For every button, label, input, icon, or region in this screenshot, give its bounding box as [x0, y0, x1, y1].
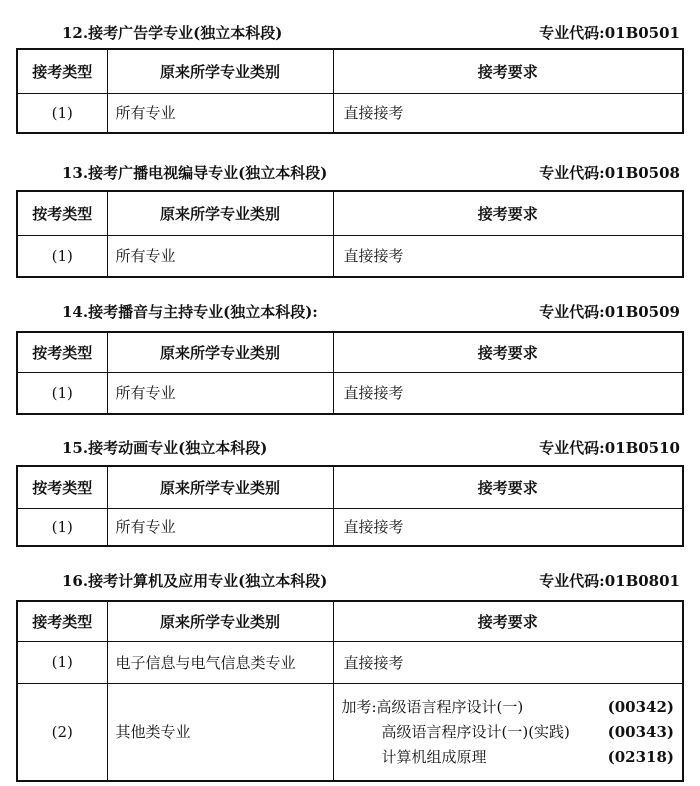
section-title: 15.接考动画专业(独立本科段)	[62, 439, 268, 457]
table-row	[17, 372, 683, 414]
major-code: 专业代码:01B0501	[539, 24, 680, 42]
header-requirement: 接考要求	[333, 601, 683, 641]
header-requirement: 接考要求	[333, 191, 683, 235]
major-code: 专业代码:01B0801	[539, 572, 680, 590]
table-header-row	[17, 601, 683, 641]
header-type: 按考类型	[17, 191, 107, 235]
extra-course-item	[342, 719, 675, 744]
course-code: (02318)	[607, 747, 674, 766]
row-original-major: 电子信息与电气信息类专业	[107, 641, 333, 683]
course-name: 计算机组成原理	[381, 748, 487, 767]
section-header	[0, 297, 700, 323]
section-header	[0, 158, 700, 184]
row-requirement: 直接接考	[333, 508, 683, 546]
course-code: (00343)	[607, 722, 674, 741]
row-original-major: 所有专业	[107, 93, 333, 133]
extra-course-item	[342, 744, 675, 769]
row-requirement	[333, 683, 683, 781]
header-requirement: 接考要求	[333, 49, 683, 93]
header-type: 按考类型	[17, 332, 107, 372]
section-title: 16.接考计算机及应用专业(独立本科段)	[62, 572, 328, 590]
header-original-major: 原来所学专业类别	[107, 332, 333, 372]
table-header-row	[17, 466, 683, 508]
course-name: 加考:高级语言程序设计(一)	[341, 698, 524, 717]
row-original-major: 所有专业	[107, 508, 333, 546]
section-title: 12.接考广告学专业(独立本科段)	[62, 24, 283, 42]
course-name: 高级语言程序设计(一)(实践)	[381, 723, 570, 742]
requirements-table	[16, 48, 684, 134]
extra-courses-list	[334, 686, 683, 777]
row-original-major: 所有专业	[107, 372, 333, 414]
major-code: 专业代码:01B0510	[539, 439, 680, 457]
major-code: 专业代码:01B0509	[539, 303, 680, 321]
header-original-major: 原来所学专业类别	[107, 466, 333, 508]
header-type: 接考类型	[17, 601, 107, 641]
row-type: (1)	[17, 372, 107, 414]
section-title: 13.接考广播电视编导专业(独立本科段)	[62, 164, 328, 182]
row-requirement: 直接接考	[333, 372, 683, 414]
header-type: 按考类型	[17, 466, 107, 508]
row-requirement: 直接接考	[333, 93, 683, 133]
row-type: (1)	[17, 641, 107, 683]
section-header	[0, 433, 700, 459]
table-row	[17, 93, 683, 133]
section-header	[0, 18, 700, 44]
requirements-table	[16, 600, 684, 782]
table-header-row	[17, 332, 683, 372]
row-type: (1)	[17, 508, 107, 546]
header-original-major: 原来所学专业类别	[107, 49, 333, 93]
requirements-table	[16, 465, 684, 547]
section-title: 14.接考播音与主持专业(独立本科段):	[62, 303, 318, 321]
row-original-major: 其他类专业	[107, 683, 333, 781]
row-original-major: 所有专业	[107, 235, 333, 277]
requirements-table	[16, 331, 684, 415]
row-requirement: 直接接考	[333, 235, 683, 277]
header-original-major: 原来所学专业类别	[107, 191, 333, 235]
table-row	[17, 508, 683, 546]
table-header-row	[17, 49, 683, 93]
row-requirement: 直接接考	[333, 641, 683, 683]
header-type: 接考类型	[17, 49, 107, 93]
major-code: 专业代码:01B0508	[539, 164, 680, 182]
header-original-major: 原来所学专业类别	[107, 601, 333, 641]
row-type: (1)	[17, 93, 107, 133]
header-requirement: 接考要求	[333, 466, 683, 508]
extra-course-item	[342, 694, 675, 719]
table-row	[17, 683, 683, 781]
header-requirement: 接考要求	[333, 332, 683, 372]
section-header	[0, 566, 700, 592]
table-header-row	[17, 191, 683, 235]
row-type: (1)	[17, 235, 107, 277]
row-type: (2)	[17, 683, 107, 781]
requirements-table	[16, 190, 684, 278]
course-code: (00342)	[607, 697, 674, 716]
table-row	[17, 235, 683, 277]
table-row	[17, 641, 683, 683]
